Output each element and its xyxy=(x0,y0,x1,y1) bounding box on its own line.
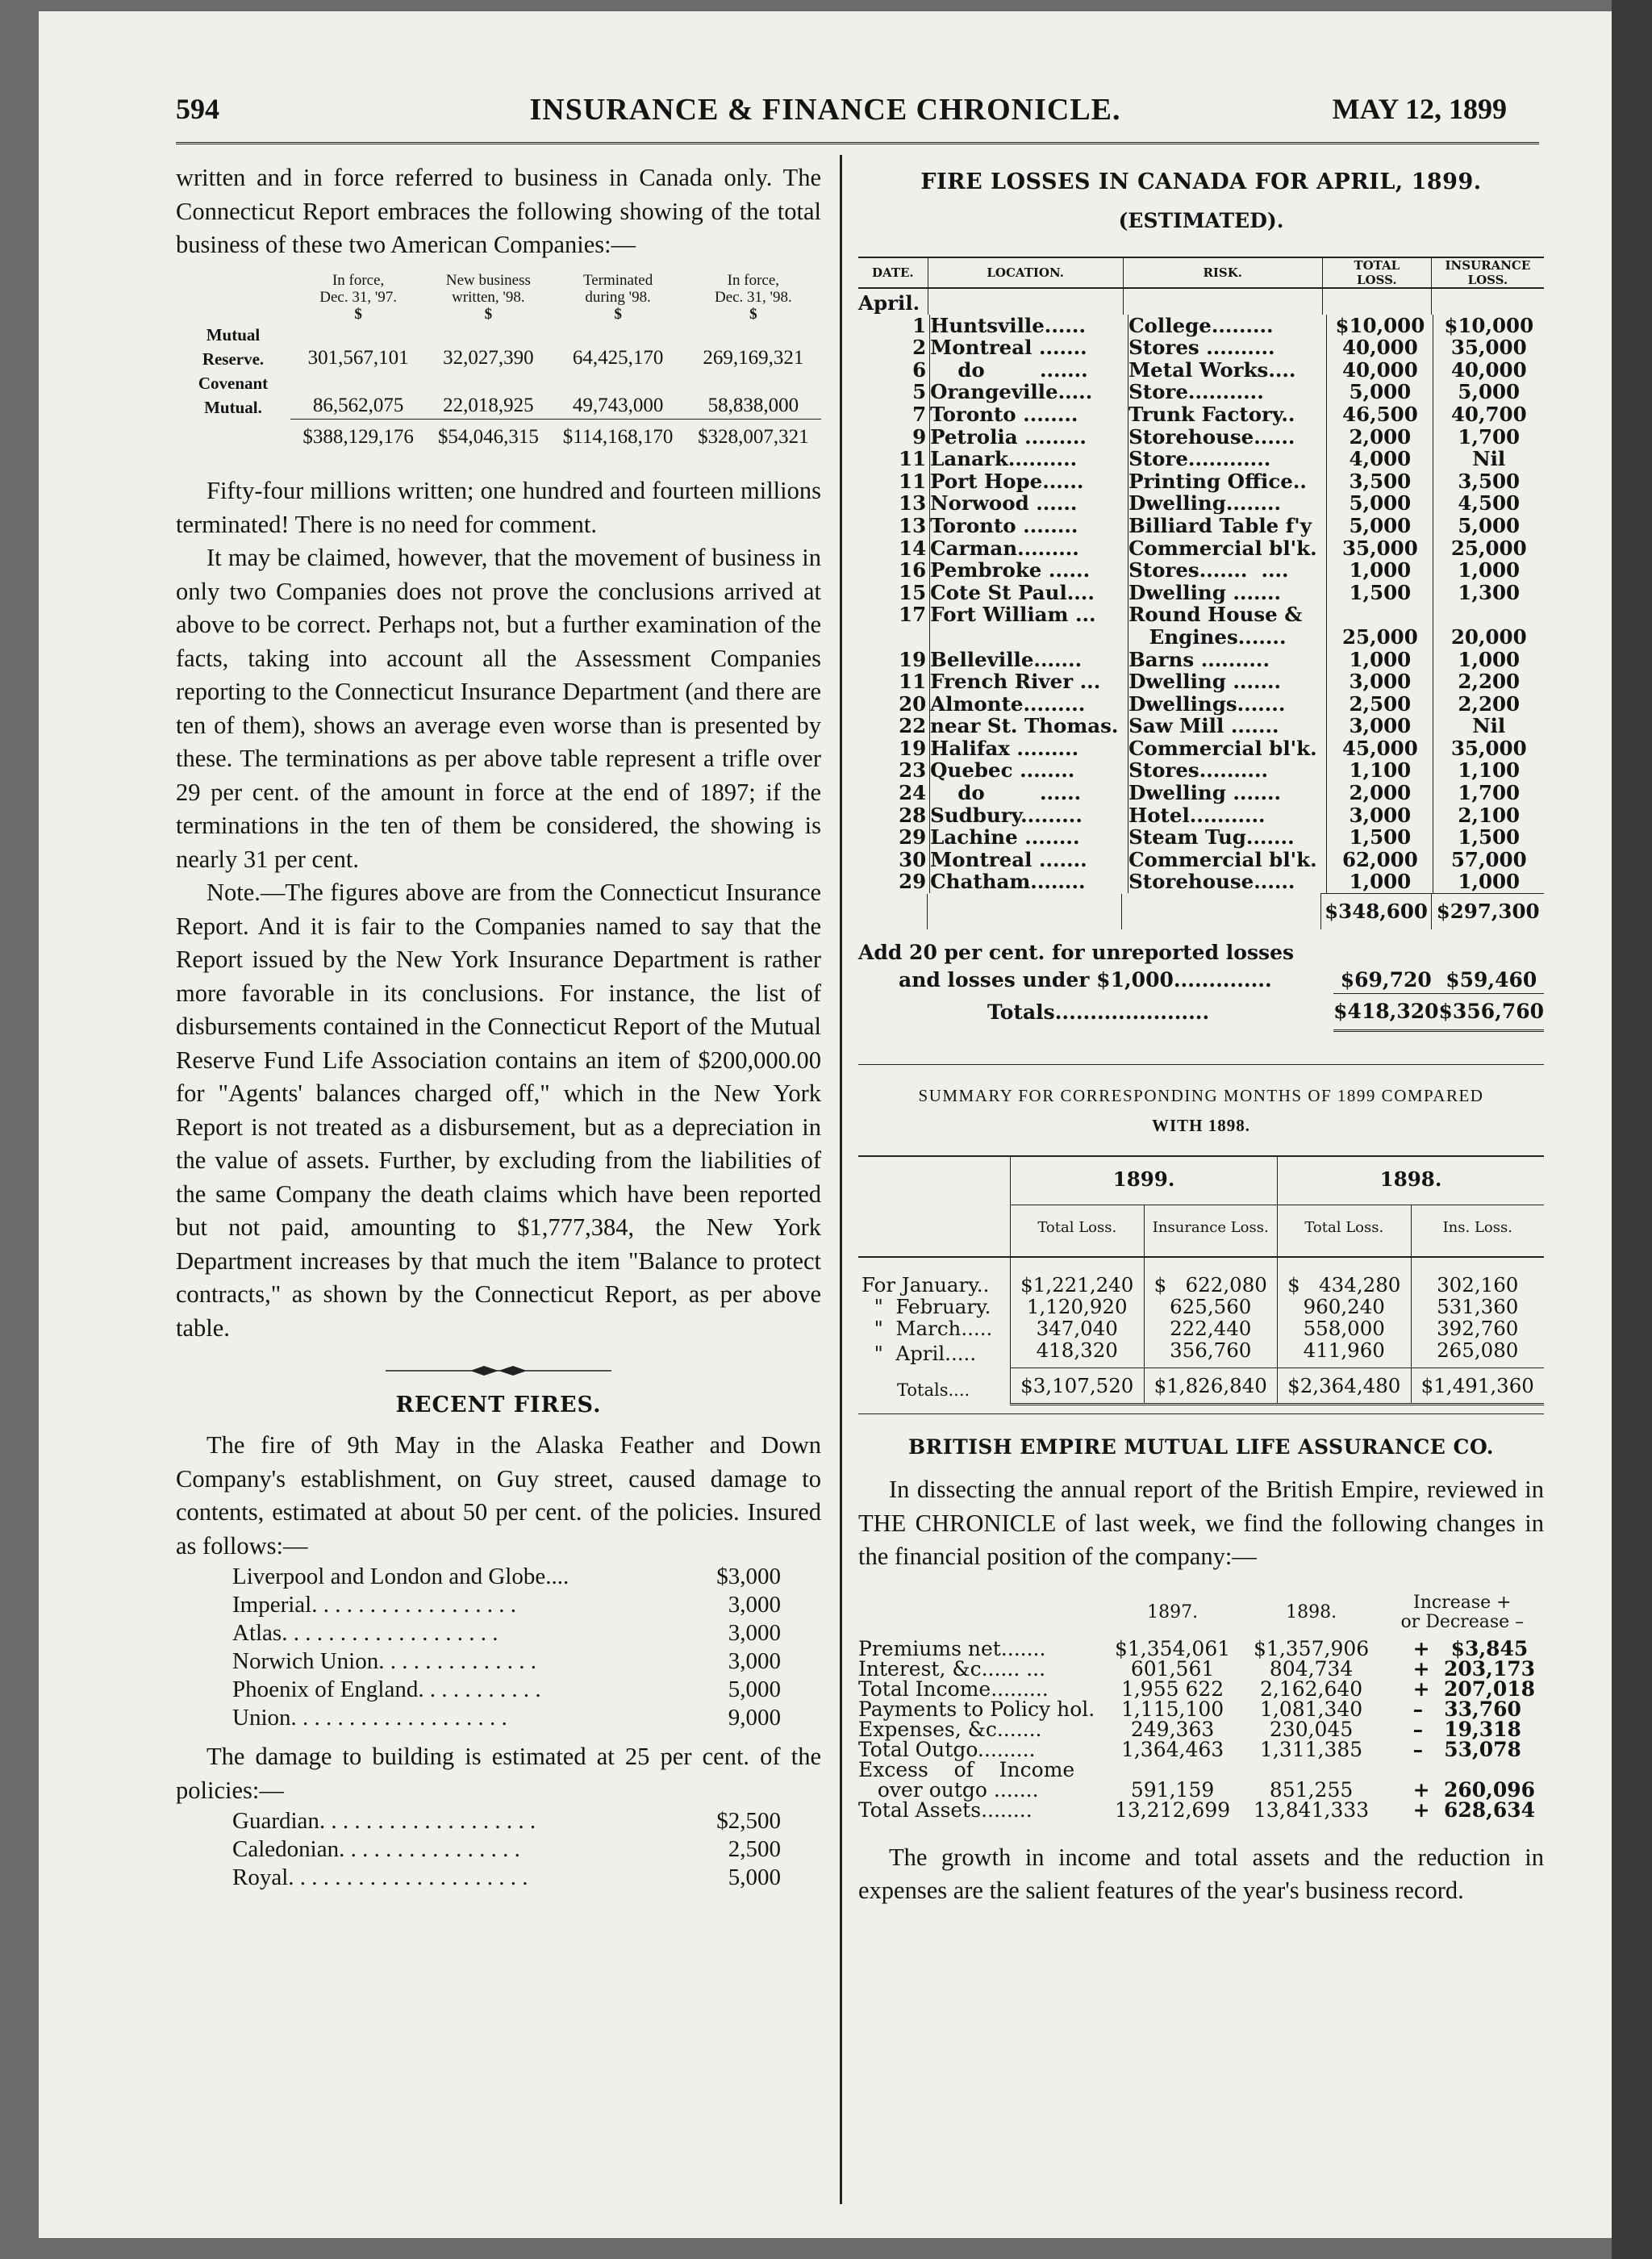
summary-title-2: WITH 1898. xyxy=(1151,1116,1250,1136)
cell-risk: Printing Office.. xyxy=(1128,470,1327,493)
insurers-list-building xyxy=(232,1807,781,1892)
cell-risk: Store........... xyxy=(1128,381,1327,403)
cell-v1898: 804,734 xyxy=(1269,1656,1354,1681)
cell-v1897: 1,115,100 xyxy=(1120,1697,1224,1721)
cell-total: 2,500 xyxy=(1327,693,1433,716)
cell-v1898: 851,255 xyxy=(1269,1777,1354,1802)
table-row xyxy=(858,582,1544,604)
row-label: " April..... xyxy=(861,1342,977,1366)
col-head-3b: during '98. xyxy=(585,288,651,306)
table-row xyxy=(858,1679,1544,1699)
cell-location: Norwood ...... xyxy=(930,492,1128,515)
cell-day: 22 xyxy=(899,714,927,738)
table-row xyxy=(858,826,1544,849)
table-row xyxy=(858,1699,1544,1719)
cell-change: + 203,173 xyxy=(1412,1656,1536,1681)
cell-location: Lachine ........ xyxy=(930,826,1128,849)
table-row xyxy=(858,603,1544,626)
row-value: 347,040 xyxy=(1011,1317,1145,1339)
cell-ins: 2,200 xyxy=(1433,670,1544,693)
cell-risk: Hotel........... xyxy=(1128,804,1327,827)
cell-ins: 25,000 xyxy=(1433,537,1544,560)
left-column xyxy=(176,161,821,1892)
cell-label: Premiums net....... xyxy=(858,1636,1046,1660)
cell-risk: Dwelling ....... xyxy=(1128,670,1327,693)
cell-day: 19 xyxy=(899,647,927,671)
cell-risk: Storehouse...... xyxy=(1128,426,1327,449)
fire-losses-title: FIRE LOSSES IN CANADA FOR APRIL, 1899. xyxy=(920,169,1482,194)
page-number: 594 xyxy=(176,93,219,125)
cell-label: Total Assets........ xyxy=(858,1798,1032,1822)
table-row xyxy=(858,1632,1544,1659)
cell-label: Total Outgo......... xyxy=(858,1737,1036,1761)
cell-total: 3,000 xyxy=(1327,670,1433,693)
cell-v1898: 1,081,340 xyxy=(1259,1697,1363,1721)
row-value: 1,120,920 xyxy=(1011,1296,1145,1317)
col-unit-2: $ xyxy=(484,305,493,323)
table-row xyxy=(858,804,1544,827)
cell-risk: Steam Tug....... xyxy=(1128,826,1327,849)
table-row xyxy=(858,1719,1544,1739)
column-divider xyxy=(840,155,842,2204)
cell-change: – 19,318 xyxy=(1412,1717,1521,1741)
intro-paragraph: written and in force referred to business in Canada only. The Connecticut Report embraces the following showing of the total business of these two American Companies:— xyxy=(176,164,821,258)
cell-day: 19 xyxy=(899,736,927,760)
table-row xyxy=(858,626,1544,649)
cell-location: Toronto ........ xyxy=(930,403,1128,426)
summary-totals-row: Totals.... $3,107,520 $1,826,840 $2,364,480 $1,491,360 xyxy=(858,1368,1544,1405)
cell-risk: Stores.......... xyxy=(1128,759,1327,782)
cell-day: 24 xyxy=(899,781,927,805)
table-row xyxy=(858,448,1544,470)
cell-ins: $10,000 xyxy=(1433,315,1544,337)
cell-label: over outgo ....... xyxy=(858,1777,1039,1802)
list-item: Norwich Union. . . . . . . . . . . . . . 3,000 xyxy=(232,1648,781,1674)
cell-change: – 33,760 xyxy=(1412,1697,1521,1721)
cell-total: 1,000 xyxy=(1327,559,1433,582)
cell-label: Total Income......... xyxy=(858,1677,1049,1701)
cell-location: Halifax ......... xyxy=(930,737,1128,760)
cell-day: 13 xyxy=(899,513,927,537)
cell-v1898: 230,045 xyxy=(1269,1717,1354,1741)
cell-day: 17 xyxy=(899,603,927,627)
recent-fires-heading: RECENT FIRES. xyxy=(395,1393,602,1418)
col-unit-3: $ xyxy=(614,305,622,323)
cell-change xyxy=(1381,1760,1544,1780)
cell-ins: 5,000 xyxy=(1433,381,1544,403)
row-label: " March..... xyxy=(861,1317,993,1341)
cell-v1897: 601,561 xyxy=(1130,1656,1215,1681)
cell-label: Excess of Income xyxy=(858,1757,1075,1781)
col-head-1a: In force, xyxy=(332,271,385,289)
cell-ins: 40,700 xyxy=(1433,403,1544,426)
table-row xyxy=(858,492,1544,515)
cell-day: 11 xyxy=(899,447,927,471)
table-row xyxy=(858,1296,1544,1317)
cell-total xyxy=(1327,603,1433,626)
table-row xyxy=(858,359,1544,382)
cell-day: 16 xyxy=(899,558,927,582)
cell-total: 1,000 xyxy=(1327,871,1433,893)
row-value: 418,320 xyxy=(1011,1339,1145,1368)
cell-day: 11 xyxy=(899,469,927,493)
cell-ins: 2,100 xyxy=(1433,804,1544,827)
cell-location: Petrolia ......... xyxy=(930,426,1128,449)
table-row xyxy=(858,670,1544,693)
cell-ins: 5,000 xyxy=(1433,515,1544,537)
list-item: Imperial. . . . . . . . . . . . . . . . . . 3,000 xyxy=(232,1592,781,1618)
fire-losses-adjustments: Add 20 per cent. for unreported losses and losses under $1,000.............. $69,720 $59,460 Totals...................... $418,320 $356,760 xyxy=(858,939,1544,1033)
table-row xyxy=(858,649,1544,671)
cell-risk: Storehouse...... xyxy=(1128,871,1327,893)
cell-day: 23 xyxy=(899,758,927,783)
table-row xyxy=(858,759,1544,782)
cell-location: do ...... xyxy=(930,782,1128,804)
paragraph: The fire of 9th May in the Alaska Feather and Down Company's establishment, on Guy street, caused damage to contents, estimated at about 50 per cent. of the policies. Insured as follows:— xyxy=(176,1431,821,1560)
table-row xyxy=(858,715,1544,737)
page-header xyxy=(39,92,1612,140)
cell-location: Montreal ....... xyxy=(930,849,1128,871)
note-paragraph: Note.—The figures above are from the Connecticut Insurance Report. And it is fair to the Companies named to say that the Report issued by the New York Insurance Department is rather more favorable in its conclusions. For instance, the list of disbursements contained in the Connecticut Report of the Mutual Reserve Fund Life Association contains an item of $200,000.00 for "Agents' balances charged off," which in the New York Report is not treated as a disbursement, but as a depreciation in the value of assets. Further, by excluding from the liabilities of the same Company the death claims which have been reported but not paid, amounting to $1,777,384, the New York Department increases by that much the item "Balance to protect contracts," as shown by the Connecticut Report, as per above table. xyxy=(176,879,821,1342)
cell-v1897: 591,159 xyxy=(1130,1777,1215,1802)
cell-day: 13 xyxy=(899,491,927,516)
row-value: $ 434,280 xyxy=(1278,1257,1412,1296)
table-row xyxy=(858,871,1544,893)
paragraph: The damage to building is estimated at 25 per cent. of the policies:— xyxy=(176,1743,821,1804)
cell-risk: Commercial bl'k. xyxy=(1128,737,1327,760)
cell-risk: Stores....... .... xyxy=(1128,559,1327,582)
cell-day: 11 xyxy=(899,670,927,694)
newspaper-page xyxy=(39,11,1612,2238)
cell-v1898: 2,162,640 xyxy=(1259,1677,1363,1701)
cell-total: 40,000 xyxy=(1327,359,1433,382)
table-row xyxy=(858,426,1544,449)
table-row xyxy=(858,1739,1544,1760)
cell-day: 9 xyxy=(912,424,927,449)
cell-total: 5,000 xyxy=(1327,381,1433,403)
table-row xyxy=(858,515,1544,537)
cell-location: near St. Thomas. xyxy=(930,715,1128,737)
cell-day: 28 xyxy=(899,803,927,827)
cell-v1897: 13,212,699 xyxy=(1115,1798,1231,1822)
cell-total: 45,000 xyxy=(1327,737,1433,760)
month-label: April. xyxy=(858,291,920,315)
cell-risk: Metal Works.... xyxy=(1128,359,1327,382)
row-value: 960,240 xyxy=(1278,1296,1412,1317)
cell-location: French River ... xyxy=(930,670,1128,693)
cell-day: 6 xyxy=(912,357,927,382)
cell-day: 20 xyxy=(899,691,927,716)
table-row: Mutual Reserve. 301,567,101 32,027,390 64,425,170 269,169,321 xyxy=(202,324,804,369)
cell-ins: 1,700 xyxy=(1433,782,1544,804)
table-row xyxy=(858,381,1544,403)
cell-ins: 2,200 xyxy=(1433,693,1544,716)
summary-title: SUMMARY FOR CORRESPONDING MONTHS OF 1899 COMPARED xyxy=(918,1086,1484,1106)
cell-total: 46,500 xyxy=(1327,403,1433,426)
row-value: 625,560 xyxy=(1144,1296,1278,1317)
cell-ins: 4,500 xyxy=(1433,492,1544,515)
cell-location: Orangeville..... xyxy=(930,381,1128,403)
col-head-4a: In force, xyxy=(727,271,780,289)
table-row xyxy=(858,1780,1544,1800)
table-row xyxy=(858,559,1544,582)
cell-ins: Nil xyxy=(1433,448,1544,470)
table-row xyxy=(858,470,1544,493)
section-rule xyxy=(858,1064,1544,1065)
insurers-list-contents xyxy=(232,1563,781,1732)
publication-title: INSURANCE & FINANCE CHRONICLE. xyxy=(529,93,1121,127)
cell-risk: Stores .......... xyxy=(1128,336,1327,359)
cell-risk: Commercial bl'k. xyxy=(1128,849,1327,871)
fire-losses-rows xyxy=(858,315,1544,893)
cell-location: Cote St Paul.... xyxy=(930,582,1128,604)
fire-losses-subtotal: $348,600 $297,300 xyxy=(858,893,1544,929)
col-unit-1: $ xyxy=(354,305,362,323)
col-head-2a: New business xyxy=(445,271,531,289)
cell-ins: 35,000 xyxy=(1433,737,1544,760)
cell-location: Montreal ....... xyxy=(930,336,1128,359)
cell-label: Expenses, &c....... xyxy=(858,1717,1042,1741)
table-row xyxy=(858,1317,1544,1339)
cell-day: 14 xyxy=(899,536,927,560)
header-rule xyxy=(176,142,1539,148)
table-row xyxy=(858,1760,1544,1780)
row-value: 531,360 xyxy=(1411,1296,1544,1317)
list-item: Liverpool and London and Globe.... $3,000 xyxy=(232,1564,781,1589)
table-row xyxy=(858,537,1544,560)
cell-location xyxy=(930,626,1128,649)
cell-ins: 35,000 xyxy=(1433,336,1544,359)
cell-total: 2,000 xyxy=(1327,782,1433,804)
cell-day: 1 xyxy=(912,313,927,337)
table-row xyxy=(858,315,1544,337)
table-row xyxy=(858,1257,1544,1296)
paragraph: It may be claimed, however, that the movement of business in only two Companies does not prove the conclusions arrived at above to be correct. Perhaps not, but a further examination of the facts, taking into account all the Assessment Companies reporting to the Connecticut Insurance Department (and there are ten of them), shows an average even worse than is presented by these. The terminations as per above table represent a trifle over 29 per cent. of the amount in force at the end of 1897; if the terminations in the ten of them be considered, the showing is nearly 31 per cent. xyxy=(176,544,821,873)
row-value: 411,960 xyxy=(1278,1339,1412,1368)
section-rule xyxy=(858,1413,1544,1414)
cell-location: do ....... xyxy=(930,359,1128,382)
cell-day: 5 xyxy=(912,380,927,404)
table-row: Covenant Mutual. 86,562,075 22,018,925 49,743,000 58,838,000 xyxy=(176,371,821,420)
cell-location: Chatham........ xyxy=(930,871,1128,893)
cell-location: Lanark.......... xyxy=(930,448,1128,470)
cell-location: Sudbury......... xyxy=(930,804,1128,827)
cell-ins: 1,100 xyxy=(1433,759,1544,782)
cell-location: Toronto ........ xyxy=(930,515,1128,537)
cell-change: + $3,845 xyxy=(1412,1636,1529,1660)
cell-day: 29 xyxy=(899,870,927,894)
cell-ins: 3,500 xyxy=(1433,470,1544,493)
cell-day: 7 xyxy=(912,402,927,426)
cell-v1898 xyxy=(1242,1760,1381,1780)
cell-risk: Trunk Factory.. xyxy=(1128,403,1327,426)
cell-v1897: 1,364,463 xyxy=(1120,1737,1224,1761)
cell-total: $10,000 xyxy=(1327,315,1433,337)
comparison-table xyxy=(176,272,821,451)
table-row xyxy=(858,1659,1544,1679)
row-value: $ 622,080 xyxy=(1144,1257,1278,1296)
paragraph: Fifty-four millions written; one hundred and fourteen millions terminated! There is no need for comment. xyxy=(176,477,821,538)
cell-total: 1,000 xyxy=(1327,649,1433,671)
list-item: Atlas. . . . . . . . . . . . . . . . . . . 3,000 xyxy=(232,1620,781,1646)
cell-change: + 260,096 xyxy=(1412,1777,1536,1802)
cell-v1898: 13,841,333 xyxy=(1254,1798,1370,1822)
cell-v1898: 1,311,385 xyxy=(1259,1737,1363,1761)
row-value: 356,760 xyxy=(1144,1339,1278,1368)
cell-ins: 1,000 xyxy=(1433,871,1544,893)
cell-total: 40,000 xyxy=(1327,336,1433,359)
cell-ins: 40,000 xyxy=(1433,359,1544,382)
british-empire-heading: BRITISH EMPIRE MUTUAL LIFE ASSURANCE CO. xyxy=(908,1435,1494,1459)
cell-day: 15 xyxy=(899,580,927,604)
cell-v1897: 249,363 xyxy=(1130,1717,1215,1741)
cell-v1897: $1,354,061 xyxy=(1115,1636,1231,1660)
fire-losses-subtitle: (ESTIMATED). xyxy=(1118,209,1284,232)
row-value: 222,440 xyxy=(1144,1317,1278,1339)
list-item: Union. . . . . . . . . . . . . . . . . . . 9,000 xyxy=(232,1705,781,1731)
cell-location: Port Hope...... xyxy=(930,470,1128,493)
col-unit-4: $ xyxy=(749,305,757,323)
british-empire-table: 1897. 1898. Increase + or Decrease – Premiums net....... $1,354,061 $1,357,906 + $3,845 Interest, &c...... ... 601,561 804,734 + 203,173 Total Income......... 1,955 622 2,162,640 + 207,018 Payments to Policy hol. 1,115,100 1,081,340 – 33,760 Expenses, &c....... 249,363 230,045 – 19,318 Total Outgo......... 1,364,463 1,311,385 – 53,078 Excess of Income over outgo ....... 591,159 851,255 + 260,096 Total Assets........ 13,212,699 13,841,333 + 628,634 xyxy=(858,1593,1544,1820)
paragraph: In dissecting the annual report of the British Empire, reviewed in THE CHRONICLE of last week, we find the following changes in the financial position of the company:— xyxy=(858,1476,1544,1571)
cell-day xyxy=(858,626,930,649)
right-column xyxy=(858,169,1544,1908)
ornament-divider xyxy=(176,1363,821,1383)
table-row xyxy=(858,693,1544,716)
cell-ins: 20,000 xyxy=(1433,626,1544,649)
cell-total: 35,000 xyxy=(1327,537,1433,560)
row-value: $1,221,240 xyxy=(1011,1257,1145,1296)
issue-date: MAY 12, 1899 xyxy=(1332,93,1507,125)
cell-risk: Dwellings....... xyxy=(1128,693,1327,716)
cell-risk: Round House & xyxy=(1128,603,1327,626)
cell-risk: Dwelling........ xyxy=(1128,492,1327,515)
cell-day: 2 xyxy=(912,336,927,360)
cell-total: 25,000 xyxy=(1327,626,1433,649)
cell-risk: Store............ xyxy=(1128,448,1327,470)
cell-total: 4,000 xyxy=(1327,448,1433,470)
cell-total: 62,000 xyxy=(1327,849,1433,871)
totals-row: $388,129,176 $54,046,315 $114,168,170 $328,007,321 xyxy=(302,426,809,448)
cell-total: 3,000 xyxy=(1327,715,1433,737)
cell-day: 30 xyxy=(899,847,927,871)
col-head-3a: Terminated xyxy=(582,271,653,289)
cell-total: 3,500 xyxy=(1327,470,1433,493)
cell-v1898: $1,357,906 xyxy=(1254,1636,1370,1660)
cell-total: 2,000 xyxy=(1327,426,1433,449)
row-label: For January.. xyxy=(861,1273,990,1297)
row-label: " February. xyxy=(861,1295,991,1319)
cell-risk: Dwelling ....... xyxy=(1128,582,1327,604)
cell-total: 5,000 xyxy=(1327,515,1433,537)
list-item: Phoenix of England. . . . . . . . . . . 5,000 xyxy=(232,1677,781,1702)
summary-table: 1899. 1898. Total Loss. Insurance Loss. Total Loss. Ins. Loss. For January.. $1,221,240 $ 622,080 $ 434,280 302,160 " February. 1,120,920 625,560 960,240 531,360 " March..... 347,040 222,440 558,000 392,760 " April..... 418,320 356,760 411,960 265,080 Totals.... $3,107,520 $1,826,840 $2,364,480 $1,491,360 xyxy=(858,1155,1544,1405)
cell-total: 3,000 xyxy=(1327,804,1433,827)
cell-change: + 207,018 xyxy=(1412,1677,1536,1701)
cell-v1897: 1,955 622 xyxy=(1120,1677,1224,1701)
cell-ins xyxy=(1433,603,1544,626)
list-item: Royal. . . . . . . . . . . . . . . . . . . . . 5,000 xyxy=(232,1864,781,1890)
cell-ins: 1,700 xyxy=(1433,426,1544,449)
cell-change: – 53,078 xyxy=(1412,1737,1521,1761)
cell-risk: College......... xyxy=(1128,315,1327,337)
cell-risk: Dwelling ....... xyxy=(1128,782,1327,804)
cell-ins: 1,300 xyxy=(1433,582,1544,604)
table-row xyxy=(858,737,1544,760)
cell-risk: Commercial bl'k. xyxy=(1128,537,1327,560)
cell-ins: 1,000 xyxy=(1433,559,1544,582)
cell-location: Quebec ........ xyxy=(930,759,1128,782)
cell-risk: Engines....... xyxy=(1128,626,1327,649)
table-row xyxy=(858,403,1544,426)
cell-location: Fort William ... xyxy=(930,603,1128,626)
cell-ins: Nil xyxy=(1433,715,1544,737)
cell-location: Almonte......... xyxy=(930,693,1128,716)
table-row xyxy=(858,1800,1544,1820)
cell-day: 29 xyxy=(899,825,927,850)
row-value: 392,760 xyxy=(1411,1317,1544,1339)
cell-total: 1,500 xyxy=(1327,582,1433,604)
cell-label: Payments to Policy hol. xyxy=(858,1697,1095,1721)
list-item: Guardian. . . . . . . . . . . . . . . . . . . $2,500 xyxy=(232,1808,781,1834)
cell-location: Carman......... xyxy=(930,537,1128,560)
cell-risk: Billiard Table f'y xyxy=(1128,515,1327,537)
cell-v1897 xyxy=(1103,1760,1242,1780)
col-head-1b: Dec. 31, '97. xyxy=(319,288,398,306)
cell-ins: 1,500 xyxy=(1433,826,1544,849)
table-row xyxy=(858,1339,1544,1368)
fire-losses-table xyxy=(858,257,1544,315)
table-header-row: DATE. LOCATION. RISK. TOTAL LOSS. INSURANCE LOSS. xyxy=(858,257,1544,288)
cell-location: Huntsville...... xyxy=(930,315,1128,337)
row-value: 265,080 xyxy=(1411,1339,1544,1368)
cell-total: 1,500 xyxy=(1327,826,1433,849)
table-row xyxy=(858,849,1544,871)
cell-risk: Saw Mill ....... xyxy=(1128,715,1327,737)
closing-paragraph: The growth in income and total assets and the reduction in expenses are the salient features of the year's business record. xyxy=(858,1843,1544,1905)
cell-location: Belleville....... xyxy=(930,649,1128,671)
table-row xyxy=(858,336,1544,359)
cell-label: Interest, &c...... ... xyxy=(858,1656,1046,1681)
row-value: 558,000 xyxy=(1278,1317,1412,1339)
scan-edge xyxy=(1612,0,1652,2259)
cell-total: 5,000 xyxy=(1327,492,1433,515)
cell-total: 1,100 xyxy=(1327,759,1433,782)
col-head-4b: Dec. 31, '98. xyxy=(714,288,792,306)
table-row xyxy=(858,782,1544,804)
col-head-2b: written, '98. xyxy=(452,288,525,306)
cell-ins: 1,000 xyxy=(1433,649,1544,671)
cell-risk: Barns .......... xyxy=(1128,649,1327,671)
list-item: Caledonian. . . . . . . . . . . . . . . . 2,500 xyxy=(232,1836,781,1862)
row-value: 302,160 xyxy=(1411,1257,1544,1296)
cell-location: Pembroke ...... xyxy=(930,559,1128,582)
cell-ins: 57,000 xyxy=(1433,849,1544,871)
cell-change: + 628,634 xyxy=(1412,1798,1536,1822)
